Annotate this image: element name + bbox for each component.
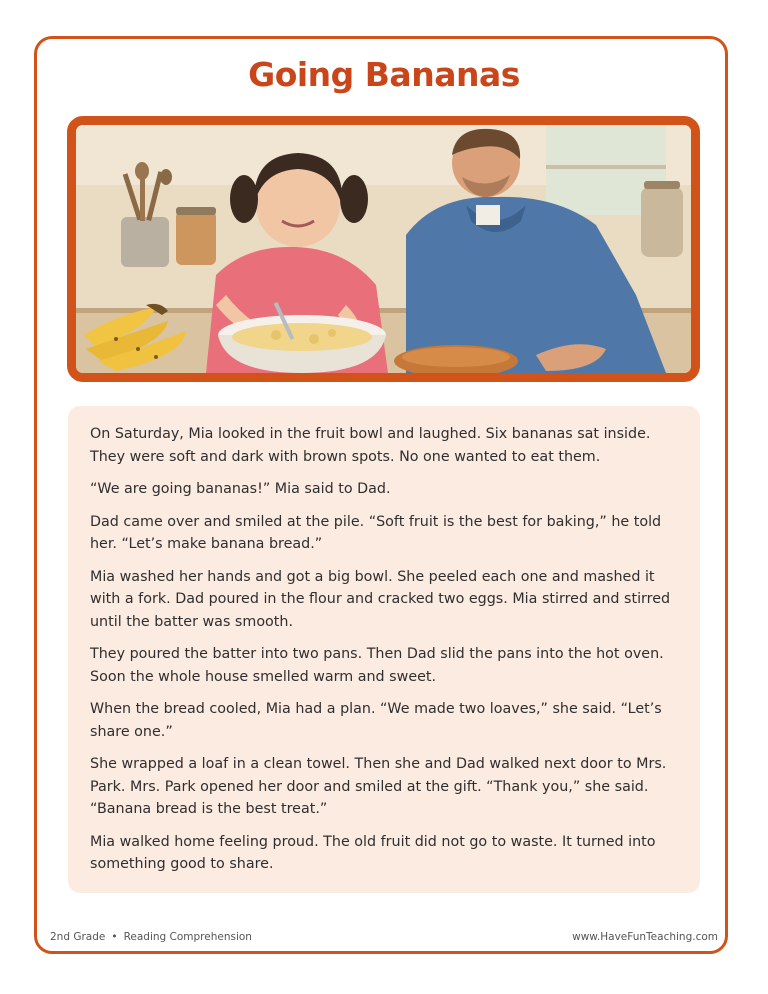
utensil-jar [121, 217, 169, 267]
bullet-separator: • [111, 931, 118, 943]
storage-jar [641, 187, 683, 257]
story-paragraph: Mia walked home feeling proud. The old fruit did not go to waste. It turned into something good to share. [90, 833, 656, 872]
footer-website-link[interactable]: www.HaveFunTeaching.com [572, 931, 718, 943]
story-paragraph: When the bread cooled, Mia had a plan. “We made two loaves,” she said. “Let’s share one.” [90, 701, 662, 740]
footer-grade: 2nd Grade [50, 931, 106, 943]
kitchen-scene-illustration [76, 125, 691, 373]
story-illustration [67, 116, 700, 382]
spice-jar [176, 211, 216, 265]
story-paragraph: Mia washed her hands and got a big bowl. She peeled each one and mashed it with a fork. Dad poured in the flour and cracked two eggs. Mia stirred and stirred until the batter was smooth. [90, 568, 671, 630]
story-passage [68, 406, 700, 893]
story-paragraph: They poured the batter into two pans. Then Dad slid the pans into the hot oven. Soon the whole house smelled warm and sweet. [90, 646, 664, 685]
story-paragraph: Dad came over and smiled at the pile. “Soft fruit is the best for baking,” he told her. “Let’s make banana bread.” [90, 513, 662, 552]
story-paragraph: On Saturday, Mia looked in the fruit bowl and laughed. Six bananas sat inside. They were soft and dark with brown spots. No one wanted to eat them. [90, 426, 651, 465]
page-title: Going Bananas [248, 55, 520, 94]
story-paragraph: “We are going bananas!” Mia said to Dad. [90, 481, 391, 497]
footer-grade-subject [50, 931, 252, 943]
footer-subject: Reading Comprehension [123, 931, 252, 943]
story-paragraph: She wrapped a loaf in a clean towel. Then she and Dad walked next door to Mrs. Park. Mrs. Park opened her door and smiled at the gift. “Thank you,” she said. “Banana bread is the best treat.” [90, 756, 667, 817]
